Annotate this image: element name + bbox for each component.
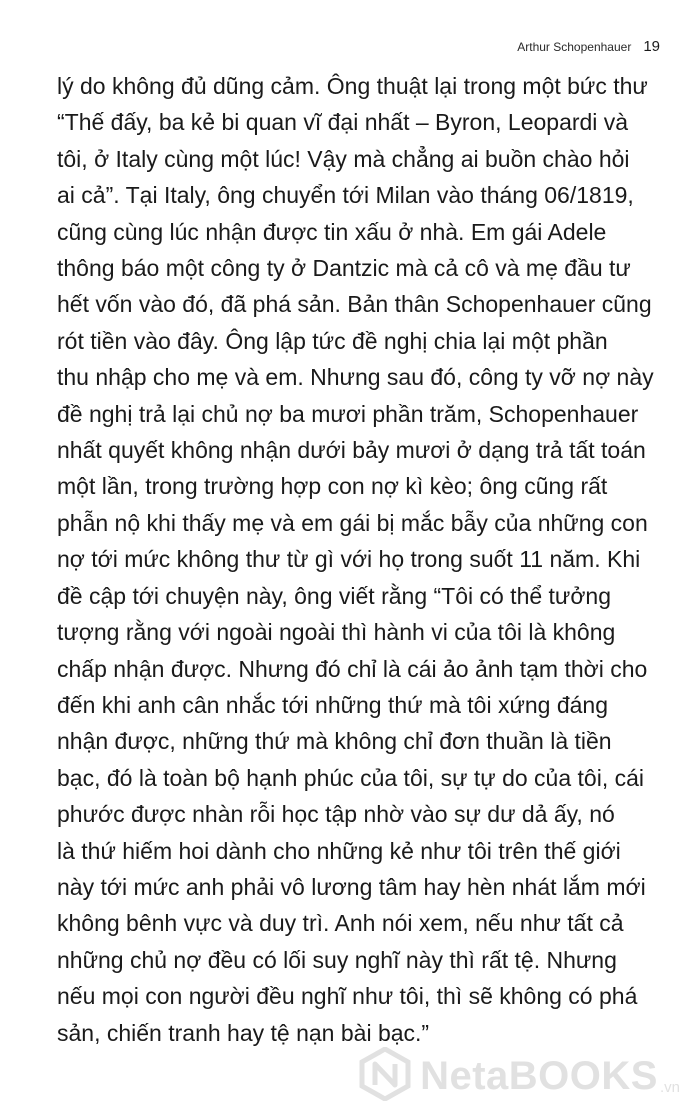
- text-line: lý do không đủ dũng cảm. Ông thuật lại trong một bức thư: [57, 73, 648, 99]
- text-line: “Thế đấy, ba kẻ bi quan vĩ đại nhất – Byron, Leopardi và: [57, 109, 629, 136]
- text-line: ai cả”. Tại Italy, ông chuyển tới Milan vào tháng 06/1819,: [57, 182, 634, 209]
- text-line: tôi, ở Italy cùng một lúc! Vậy mà chẳng ai buồn chào hỏi: [57, 145, 630, 172]
- text-line: phẫn nộ khi thấy mẹ và em gái bị mắc bẫy của những con: [57, 509, 648, 536]
- watermark-brand: NetaBOOKS: [420, 1054, 658, 1098]
- text-line: đề nghị trả lại chủ nợ ba mươi phần trăm, Schopenhauer: [57, 400, 639, 427]
- text-line: nhất quyết không nhận dưới bảy mươi ở dạng trả tất toán: [57, 437, 646, 464]
- text-line: thông báo một công ty ở Dantzic mà cả cô và mẹ đầu tư: [57, 255, 631, 282]
- text-line: hết vốn vào đó, đã phá sản. Bản thân Schopenhauer cũng: [57, 291, 652, 318]
- text-line: tượng rằng với ngoài ngoài thì hành vi của tôi là không: [57, 619, 616, 646]
- text-line: không bênh vực và duy trì. Anh nói xem, nếu như tất cả: [57, 910, 624, 937]
- text-line: nếu mọi con người đều nghĩ như tôi, thì sẽ không có phá: [57, 983, 638, 1010]
- text-line: bạc, đó là toàn bộ hạnh phúc của tôi, sự tự do của tôi, cái: [57, 764, 645, 791]
- text-line: chấp nhận được. Nhưng đó chỉ là cái ảo ảnh tạm thời cho: [57, 655, 648, 682]
- text-line: nợ tới mức không thư từ gì với họ trong suốt 11 năm. Khi: [57, 546, 641, 573]
- text-line: sản, chiến tranh hay tệ nạn bài bạc.”: [57, 1019, 430, 1046]
- body-paragraph: [57, 68, 682, 1051]
- running-title: Arthur Schopenhauer: [517, 40, 632, 54]
- page-number: 19: [643, 38, 660, 55]
- text-line: đến khi anh cân nhắc tới những thứ mà tôi xứng đáng: [57, 691, 609, 718]
- running-header: [517, 38, 660, 55]
- text-line: này tới mức anh phải vô lương tâm hay hèn nhát lắm mới: [57, 873, 646, 900]
- text-line: một lần, trong trường hợp con nợ kì kèo; ông cũng rất: [57, 473, 608, 500]
- watermark: [358, 1047, 680, 1106]
- watermark-domain: .vn: [659, 1079, 680, 1096]
- text-line: nhận được, những thứ mà không chỉ đơn thuần là tiền: [57, 728, 612, 755]
- text-line: cũng cùng lúc nhận được tin xấu ở nhà. Em gái Adele: [57, 218, 607, 245]
- text-line: là thứ hiếm hoi dành cho những kẻ như tôi trên thế giới: [57, 837, 621, 864]
- text-line: những chủ nợ đều có lối suy nghĩ này thì rất tệ. Nhưng: [57, 946, 617, 973]
- text-line: phước được nhàn rỗi học tập nhờ vào sự dư dả ấy, nó: [57, 801, 615, 828]
- netabooks-n-logo-icon: [358, 1047, 412, 1106]
- text-line: thu nhập cho mẹ và em. Nhưng sau đó, công ty vỡ nợ này: [57, 364, 654, 391]
- text-line: đề cập tới chuyện này, ông viết rằng “Tôi có thể tưởng: [57, 582, 611, 609]
- text-line: rót tiền vào đây. Ông lập tức đề nghị chia lại một phần: [57, 327, 608, 354]
